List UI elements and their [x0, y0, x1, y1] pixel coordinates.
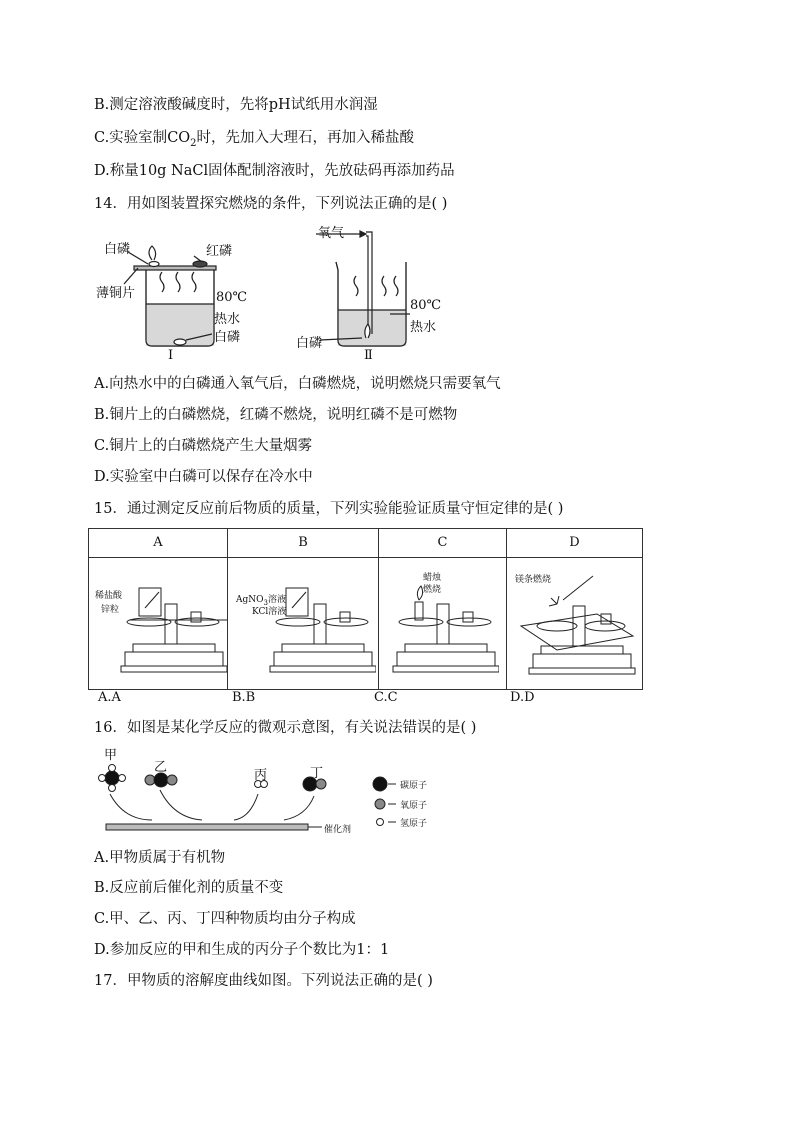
label-dilute-hcl: 稀盐酸 [95, 591, 123, 601]
agno3-solution: 溶液 [267, 595, 286, 605]
fig1-temp: 80℃ [216, 290, 248, 305]
q15-cell-b [228, 558, 379, 690]
label-catalyst: 催化剂 [324, 825, 352, 835]
label-kcl: KCl溶液 [252, 607, 287, 617]
species-yi: 乙 [154, 760, 168, 775]
balance-d-icon [517, 574, 637, 688]
q17-stem: 17．甲物质的溶解度曲线如图。下列说法正确的是( ) [94, 973, 433, 989]
agno3-formula: AgNO [236, 595, 264, 605]
q15-answer-b: B.B [232, 690, 256, 705]
legend-oxygen: 氧原子 [400, 801, 428, 811]
fig1-red-phosphorus: 红磷 [206, 244, 233, 259]
q14-option-a: A.向热水中的白磷通入氧气后，白磷燃烧，说明燃烧只需要氧气 [94, 376, 501, 392]
fig1-hot-water: 热水 [214, 312, 241, 327]
label-zinc: 锌粒 [101, 605, 120, 615]
fig2-temp: 80℃ [410, 298, 442, 313]
label-candle: 蜡烛 [423, 573, 442, 583]
q15-answer-a: A.A [98, 690, 121, 705]
q13-option-c-suffix: 时，先加入大理石，再加入稀盐酸 [196, 130, 415, 146]
species-bing: 丙 [254, 768, 268, 783]
fig1-white-phosphorus-bottom: 白磷 [214, 330, 241, 345]
q15-header-d: D [507, 529, 643, 558]
species-ding: 丁 [310, 766, 324, 781]
q15-header-a: A [89, 529, 228, 558]
q15-options-table [88, 528, 643, 690]
fig2-white-phosphorus: 白磷 [296, 336, 323, 351]
q13-option-c-prefix: C.实验室制 [94, 130, 168, 146]
q14-stem: 14．用如图装置探究燃烧的条件，下列说法正确的是( ) [94, 196, 448, 212]
q13-option-d: D.称量10g NaCl固体配制溶液时，先放砝码再添加药品 [94, 163, 455, 179]
legend-hydrogen: 氢原子 [400, 819, 428, 829]
balance-a-icon [119, 578, 227, 688]
q15-stem: 15．通过测定反应前后物质的质量，下列实验能验证质量守恒定律的是( ) [94, 501, 564, 517]
legend-carbon: 碳原子 [400, 781, 428, 791]
co2-subscript: 2 [190, 137, 197, 149]
q15-answer-d: D.D [510, 690, 535, 705]
fig2-roman-numeral: Ⅱ [364, 348, 373, 363]
label-magnesium-burning: 镁条燃烧 [515, 575, 552, 585]
q16-option-d: D.参加反应的甲和生成的丙分子个数比为1：1 [94, 942, 390, 958]
fig2-hot-water: 热水 [410, 320, 437, 335]
combustion-apparatus-diagram [94, 222, 494, 370]
q14-figure [94, 222, 494, 370]
q16-stem: 16．如图是某化学反应的微观示意图，有关说法错误的是( ) [94, 720, 477, 736]
agno3-subscript: 3 [263, 598, 268, 607]
q15-cell-a [89, 558, 228, 690]
co2-formula: CO [167, 130, 191, 146]
q16-option-c: C.甲、乙、丙、丁四种物质均由分子构成 [94, 911, 356, 927]
fig1-copper-sheet: 薄铜片 [96, 286, 136, 301]
q14-option-b: B.铜片上的白磷燃烧，红磷不燃烧，说明红磷不是可燃物 [94, 407, 458, 423]
q16-figure [94, 744, 474, 840]
q14-option-c: C.铜片上的白磷燃烧产生大量烟雾 [94, 438, 313, 454]
beaker-1 [124, 246, 216, 346]
q16-option-b: B.反应前后催化剂的质量不变 [94, 880, 284, 896]
label-burning: 燃烧 [423, 585, 442, 595]
q14-option-d: D.实验室中白磷可以保存在冷水中 [94, 469, 313, 485]
q15-header-c: C [379, 529, 507, 558]
fig1-white-phosphorus-top: 白磷 [104, 242, 131, 257]
q16-option-a: A.甲物质属于有机物 [94, 850, 226, 866]
q15-cell-c [379, 558, 507, 690]
fig1-roman-numeral: Ⅰ [168, 348, 174, 363]
beaker-2 [316, 231, 410, 346]
species-jia: 甲 [104, 748, 118, 763]
balance-b-icon [268, 578, 376, 688]
fig2-oxygen: 氧气 [318, 226, 345, 241]
q15-header-b: B [228, 529, 379, 558]
q13-option-c [94, 128, 414, 154]
q15-answer-c: C.C [374, 690, 398, 705]
balance-c-icon [391, 578, 499, 688]
q15-cell-d [507, 558, 643, 690]
q13-option-b: B.测定溶液酸碱度时，先将pH试纸用水润湿 [94, 97, 378, 113]
